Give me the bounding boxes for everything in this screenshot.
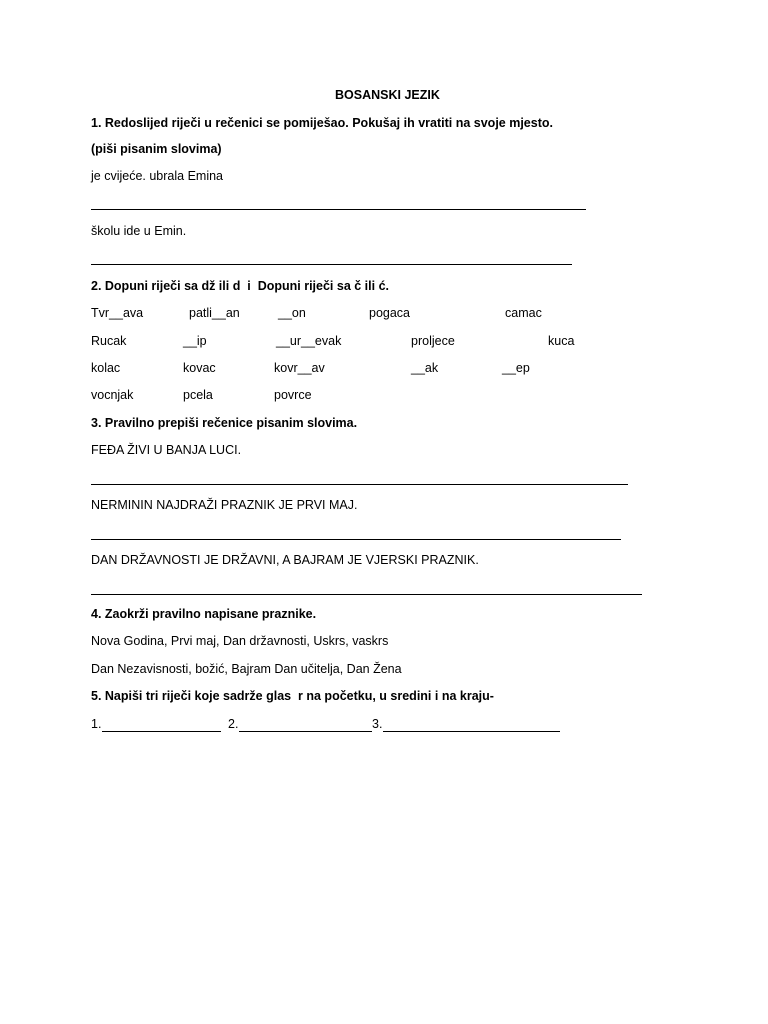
task1-sentence-1: je cvijeće. ubrala Emina xyxy=(91,169,224,183)
task1-note: (piši pisanim slovima) xyxy=(91,142,222,156)
word-cell: kuca xyxy=(548,334,575,348)
word-cell: povrce xyxy=(274,388,312,402)
word-cell: kolac xyxy=(91,361,121,375)
word-cell: Tvr__ava xyxy=(91,306,144,320)
word-cell: kovac xyxy=(183,361,216,375)
task4-line-1: Nova Godina, Prvi maj, Dan državnosti, Uskrs, vaskrs xyxy=(91,634,389,648)
word-cell: __ep xyxy=(502,361,530,375)
answer-line[interactable] xyxy=(91,484,628,485)
answer-line[interactable] xyxy=(383,731,560,732)
blank-label-1: 1. xyxy=(91,717,102,731)
word-cell: camac xyxy=(505,306,542,320)
word-cell: __ak xyxy=(411,361,439,375)
answer-line[interactable] xyxy=(91,264,572,265)
word-cell: pcela xyxy=(183,388,213,402)
answer-line[interactable] xyxy=(91,539,621,540)
task1-heading: 1. Redoslijed riječi u rečenici se pomiješao. Pokušaj ih vratiti na svoje mjesto. xyxy=(91,116,553,130)
task3-sentence-3: DAN DRŽAVNOSTI JE DRŽAVNI, A BAJRAM JE VJERSKI PRAZNIK. xyxy=(91,553,479,567)
answer-line[interactable] xyxy=(91,594,642,595)
task1-sentence-2: školu ide u Emin. xyxy=(91,224,187,238)
word-cell: kovr__av xyxy=(274,361,325,375)
task3-sentence-2: NERMININ NAJDRAŽI PRAZNIK JE PRVI MAJ. xyxy=(91,498,358,512)
task5-heading: 5. Napiši tri riječi koje sadrže glas r na početku, u sredini i na kraju- xyxy=(91,689,494,703)
task2-heading: 2. Dopuni riječi sa dž ili d i Dopuni riječi sa č ili ć. xyxy=(91,279,389,293)
blank-label-2: 2. xyxy=(228,717,239,731)
document-title: BOSANSKI JEZIK xyxy=(335,88,440,102)
word-cell: vocnjak xyxy=(91,388,134,402)
word-cell: proljece xyxy=(411,334,455,348)
answer-line[interactable] xyxy=(239,731,372,732)
word-cell: pogaca xyxy=(369,306,411,320)
task4-heading: 4. Zaokrži pravilno napisane praznike. xyxy=(91,607,317,621)
task3-sentence-1: FEĐA ŽIVI U BANJA LUCI. xyxy=(91,443,242,457)
task3-heading: 3. Pravilno prepiši rečenice pisanim slovima. xyxy=(91,416,358,430)
answer-line[interactable] xyxy=(102,731,221,732)
word-cell: __ur__evak xyxy=(276,334,342,348)
word-cell: patli__an xyxy=(189,306,240,320)
answer-line[interactable] xyxy=(91,209,586,210)
word-cell: __ip xyxy=(183,334,207,348)
word-cell: Rucak xyxy=(91,334,127,348)
word-cell: __on xyxy=(278,306,306,320)
task4-line-2: Dan Nezavisnosti, božić, Bajram Dan učitelja, Dan Žena xyxy=(91,662,402,676)
blank-label-3: 3. xyxy=(372,717,383,731)
